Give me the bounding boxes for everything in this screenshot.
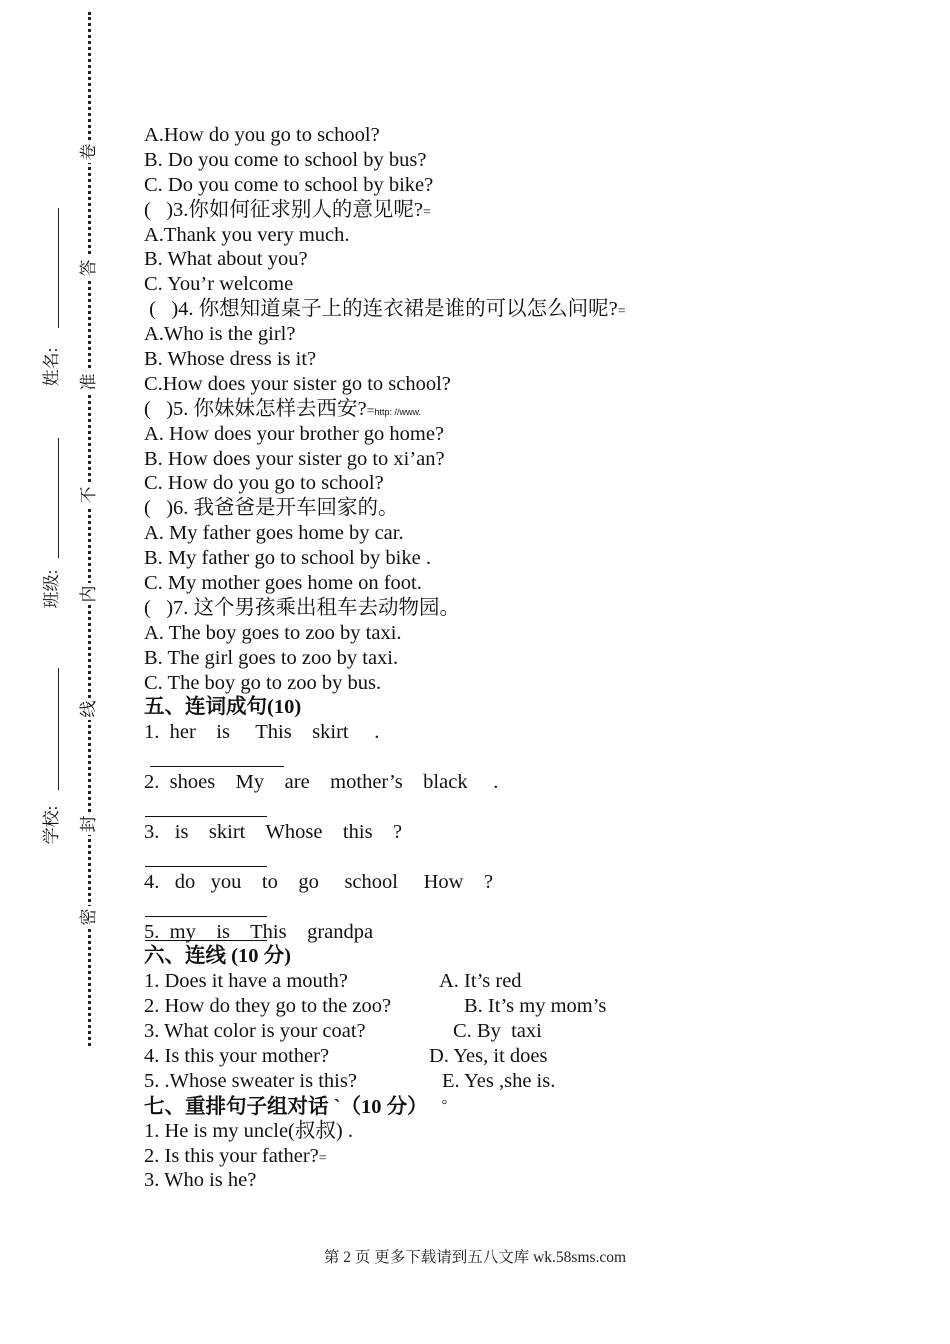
match-row bbox=[144, 1069, 904, 1094]
option-line: C.How does your sister go to school? bbox=[144, 372, 451, 395]
option-line: A.Who is the girl? bbox=[144, 323, 296, 346]
option-line: A.How do you go to school? bbox=[144, 124, 380, 146]
option-line: A. How does your brother go home? bbox=[144, 422, 445, 445]
match-question: 4. Is this your mother? bbox=[144, 1044, 330, 1067]
eq-mark: = bbox=[423, 204, 431, 220]
option-line: C. You’r welcome bbox=[144, 273, 294, 296]
seal-char: 答 bbox=[77, 257, 101, 279]
sentence-item: 5. my is This grandpa bbox=[144, 920, 374, 943]
match-answer: A. It’s red bbox=[439, 970, 522, 993]
name-field-line bbox=[58, 208, 59, 328]
answer-row bbox=[144, 845, 904, 870]
eq-mark: = bbox=[318, 1150, 327, 1166]
match-question: 2. How do they go to the zoo? bbox=[144, 995, 392, 1018]
answer-row bbox=[144, 795, 904, 820]
option-line: B. How does your sister go to xi’an? bbox=[144, 447, 445, 470]
seal-char: 内 bbox=[77, 583, 101, 605]
match-row bbox=[144, 1019, 904, 1044]
answer-blank[interactable] bbox=[150, 766, 284, 767]
dialog-sentence: 1. He is my uncle(叔叔) . bbox=[144, 1119, 353, 1142]
option-line: B. What about you? bbox=[144, 248, 308, 271]
school-field-line bbox=[58, 668, 59, 790]
option-line: A. The boy goes to zoo by taxi. bbox=[144, 621, 402, 644]
answer-blank[interactable] bbox=[145, 940, 267, 941]
heading-mark: ° bbox=[441, 1097, 448, 1113]
option-line: C. The boy go to zoo by bus. bbox=[144, 671, 382, 694]
question-prompt: ( )6. 我爸爸是开车回家的。 bbox=[144, 497, 399, 520]
seal-char: 不 bbox=[77, 484, 101, 506]
seal-char: 卷 bbox=[77, 141, 101, 163]
dialog-sentence: 2. Is this your father?= bbox=[144, 1144, 327, 1167]
section7-heading: 七、重排句子组对话 `（10 分） ° bbox=[144, 1095, 448, 1118]
option-line: B. The girl goes to zoo by taxi. bbox=[144, 646, 399, 669]
question-prompt: ( )7. 这个男孩乘出租车去动物园。 bbox=[144, 596, 461, 619]
class-field-label: 班级: bbox=[42, 569, 61, 609]
option-line: B. My father go to school by bike . bbox=[144, 547, 431, 570]
option-line: A.Thank you very much. bbox=[144, 223, 350, 246]
match-row bbox=[144, 994, 904, 1019]
name-field-label: 姓名: bbox=[42, 347, 61, 387]
match-row bbox=[144, 1044, 904, 1069]
question-prompt: ( )5. 你妹妹怎样去西安?=http: //www. bbox=[144, 397, 422, 420]
school-field-label: 学校: bbox=[42, 805, 61, 845]
eq-mark: = bbox=[366, 403, 375, 419]
match-row bbox=[144, 969, 904, 994]
exam-content bbox=[144, 123, 904, 1193]
class-field-line bbox=[58, 438, 59, 558]
match-answer: E. Yes ,she is. bbox=[442, 1069, 556, 1092]
option-line: B. Do you come to school by bus? bbox=[144, 148, 427, 171]
seal-char: 准 bbox=[77, 371, 101, 393]
question-prompt: ( )4. 你想知道桌子上的连衣裙是谁的可以怎么问呢?= bbox=[144, 298, 626, 321]
match-question: 3. What color is your coat? bbox=[144, 1020, 366, 1043]
seal-char: 封 bbox=[77, 813, 101, 835]
option-line: A. My father goes home by car. bbox=[144, 522, 404, 545]
match-answer: D. Yes, it does bbox=[429, 1044, 548, 1067]
match-answer: C. By taxi bbox=[453, 1020, 542, 1043]
option-line: C. My mother goes home on foot. bbox=[144, 572, 422, 595]
section6-heading: 六、连线 (10 分) bbox=[144, 945, 291, 968]
option-line: C. How do you go to school? bbox=[144, 472, 384, 495]
sentence-item: 4. do you to go school How ? bbox=[144, 870, 494, 893]
page-footer: 第 2 页 更多下载请到五八文库 wk.58sms.com bbox=[323, 1249, 627, 1266]
seal-char: 密 bbox=[77, 906, 101, 928]
sentence-item: 2. shoes My are mother’s black . bbox=[144, 771, 499, 794]
match-question: 1. Does it have a mouth? bbox=[144, 970, 348, 993]
match-question: 5. .Whose sweater is this? bbox=[144, 1069, 357, 1092]
answer-blank[interactable] bbox=[145, 816, 267, 817]
dialog-sentence: 3. Who is he? bbox=[144, 1169, 257, 1192]
eq-mark: = bbox=[617, 304, 626, 320]
answer-blank[interactable] bbox=[145, 866, 267, 867]
sentence-item: 1. her is This skirt . bbox=[144, 721, 380, 744]
url-mark: http: //www. bbox=[374, 406, 422, 417]
option-line: C. Do you come to school by bike? bbox=[144, 173, 434, 196]
seal-char: 线 bbox=[77, 698, 101, 720]
answer-blank[interactable] bbox=[145, 916, 267, 917]
answer-row bbox=[144, 745, 904, 770]
sentence-item: 3. is skirt Whose this ? bbox=[144, 820, 403, 843]
match-answer: B. It’s my mom’s bbox=[464, 995, 607, 1018]
section5-heading: 五、连词成句(10) bbox=[144, 696, 302, 719]
seal-dotted-line bbox=[88, 12, 91, 1046]
question-prompt: ( )3.你如何征求别人的意见呢?= bbox=[144, 198, 431, 221]
answer-row bbox=[144, 895, 904, 920]
binding-margin bbox=[0, 0, 140, 1344]
option-line: B. Whose dress is it? bbox=[144, 348, 317, 371]
